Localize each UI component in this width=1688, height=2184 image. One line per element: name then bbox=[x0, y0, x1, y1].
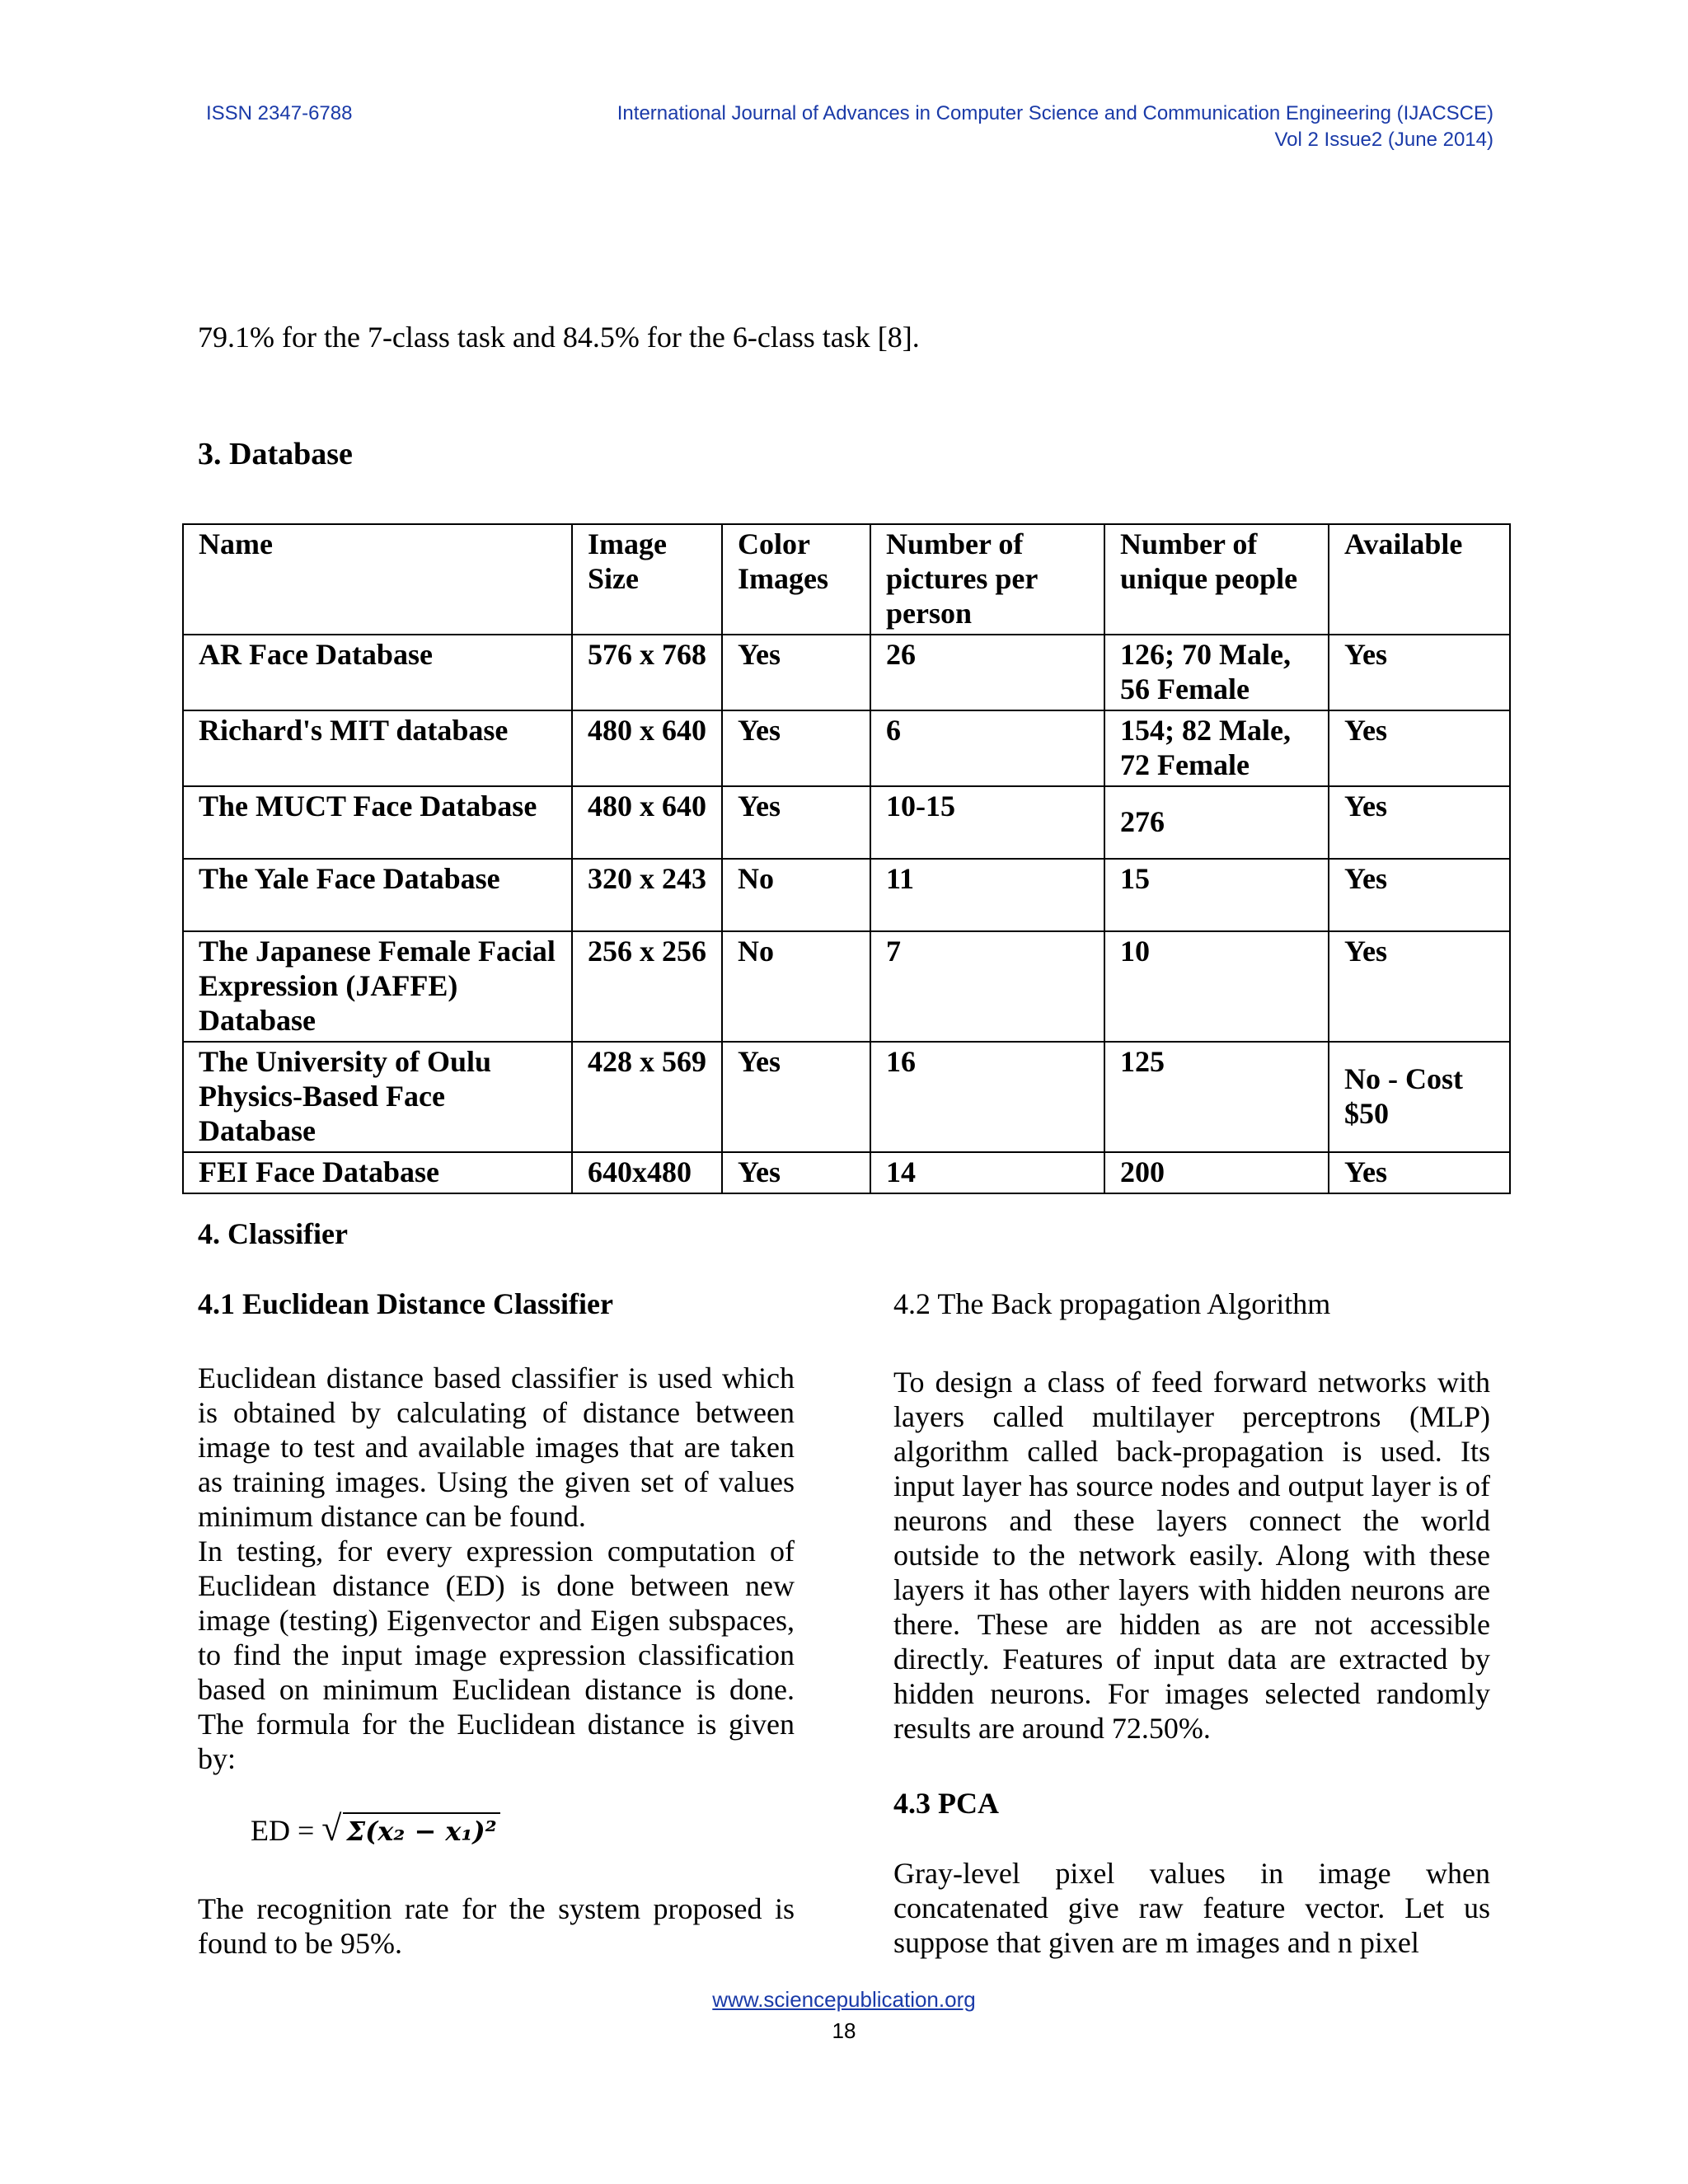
cell-color: Yes bbox=[722, 710, 870, 786]
cell-color: No bbox=[722, 931, 870, 1042]
section-4-3-heading: 4.3 PCA bbox=[893, 1787, 999, 1820]
cell-name: AR Face Database bbox=[183, 635, 572, 710]
cell-available: No - Cost $50 bbox=[1329, 1042, 1510, 1152]
table-row bbox=[183, 931, 1510, 1042]
cell-image-size: 480 x 640 bbox=[572, 786, 722, 859]
issn-header: ISSN 2347-6788 bbox=[206, 102, 353, 124]
cell-people: 276 bbox=[1104, 786, 1329, 859]
table-row bbox=[183, 1042, 1510, 1152]
cell-people: 200 bbox=[1104, 1152, 1329, 1193]
header-available: Available bbox=[1329, 524, 1510, 635]
section-4-1-paragraph-1: Euclidean distance based classifier is used which is obtained by calculating of distance between image to test and available images that are taken as training images. Using the given set of values minimum distance can be found. bbox=[198, 1361, 795, 1533]
section-4-2-paragraph: To design a class of feed forward networks with layers called multilayer perceptrons (MLP) algorithm called back-propagation is used. Its input layer has source nodes and output layer is of neurons and these layers connect the world outside to the network easily. Along with these layers it has other layers with hidden neurons are there. These are hidden as are not accessible directly. Features of input data are extracted by hidden neurons. For images selected randomly results are around 72.50%. bbox=[893, 1366, 1490, 1745]
footer-url-link[interactable]: www.sciencepublication.org bbox=[712, 1987, 976, 2012]
cell-available: Yes bbox=[1329, 786, 1510, 859]
square-root-symbol: √ bbox=[321, 1808, 342, 1849]
cell-name: The Yale Face Database bbox=[183, 859, 572, 931]
database-table bbox=[182, 523, 1511, 1194]
cell-name: The MUCT Face Database bbox=[183, 786, 572, 859]
cell-people: 10 bbox=[1104, 931, 1329, 1042]
cell-image-size: 640x480 bbox=[572, 1152, 722, 1193]
cell-pictures: 7 bbox=[870, 931, 1104, 1042]
cell-image-size: 320 x 243 bbox=[572, 859, 722, 931]
cell-color: Yes bbox=[722, 635, 870, 710]
page-number: 18 bbox=[832, 2018, 856, 2043]
cell-people: 126; 70 Male, 56 Female bbox=[1104, 635, 1329, 710]
section-4-1-heading: 4.1 Euclidean Distance Classifier bbox=[198, 1287, 613, 1320]
journal-title-header: International Journal of Advances in Computer Science and Communication Engineering (IJACSCE) bbox=[617, 102, 1493, 124]
cell-people: 125 bbox=[1104, 1042, 1329, 1152]
cell-pictures: 26 bbox=[870, 635, 1104, 710]
header-name: Name bbox=[183, 524, 572, 635]
cell-pictures: 14 bbox=[870, 1152, 1104, 1193]
cell-available: Yes bbox=[1329, 1152, 1510, 1193]
header-unique-people: Number of unique people bbox=[1104, 524, 1329, 635]
cell-image-size: 256 x 256 bbox=[572, 931, 722, 1042]
section-4-heading: 4. Classifier bbox=[198, 1217, 348, 1250]
section-4-2-heading: 4.2 The Back propagation Algorithm bbox=[893, 1287, 1331, 1320]
cell-name: The Japanese Female Facial Expression (JAFFE) Database bbox=[183, 931, 572, 1042]
section-4-3-paragraph: Gray-level pixel values in image when concatenated give raw feature vector. Let us suppose that given are m images and n pixel bbox=[893, 1857, 1490, 1959]
table-row bbox=[183, 635, 1510, 710]
cell-available: Yes bbox=[1329, 859, 1510, 931]
section-4-1-paragraph-3: The recognition rate for the system proposed is found to be 95%. bbox=[198, 1892, 795, 1960]
cell-available: Yes bbox=[1329, 931, 1510, 1042]
table-row bbox=[183, 859, 1510, 931]
cell-pictures: 10-15 bbox=[870, 786, 1104, 859]
cell-name: FEI Face Database bbox=[183, 1152, 572, 1193]
cell-name: The University of Oulu Physics-Based Face Database bbox=[183, 1042, 572, 1152]
section-3-heading: 3. Database bbox=[198, 437, 353, 471]
section-4-1-paragraph-2: In testing, for every expression computation of Euclidean distance (ED) is done between new image (testing) Eigenvector and Eigen subspaces, to find the input image expression classification based on minimum Euclidean distance is done. The formula for the Euclidean distance is given by: bbox=[198, 1535, 795, 1775]
formula-lhs: ED = bbox=[251, 1814, 315, 1847]
cell-image-size: 428 x 569 bbox=[572, 1042, 722, 1152]
euclidean-distance-formula bbox=[251, 1808, 500, 1849]
cell-pictures: 6 bbox=[870, 710, 1104, 786]
cell-color: No bbox=[722, 859, 870, 931]
cell-pictures: 16 bbox=[870, 1042, 1104, 1152]
cell-color: Yes bbox=[722, 786, 870, 859]
formula-body: Σ(x₂ − x₁)² bbox=[343, 1812, 499, 1849]
header-pictures-per-person: Number of pictures per person bbox=[870, 524, 1104, 635]
cell-people: 15 bbox=[1104, 859, 1329, 931]
cell-name: Richard's MIT database bbox=[183, 710, 572, 786]
table-row bbox=[183, 1152, 1510, 1193]
table-row bbox=[183, 786, 1510, 859]
cell-people: 154; 82 Male, 72 Female bbox=[1104, 710, 1329, 786]
intro-line: 79.1% for the 7-class task and 84.5% for the 6-class task [8]. bbox=[198, 321, 920, 354]
table-header-row bbox=[183, 524, 1510, 635]
cell-color: Yes bbox=[722, 1042, 870, 1152]
header-image-size: Image Size bbox=[572, 524, 722, 635]
cell-color: Yes bbox=[722, 1152, 870, 1193]
cell-available: Yes bbox=[1329, 710, 1510, 786]
cell-image-size: 480 x 640 bbox=[572, 710, 722, 786]
cell-image-size: 576 x 768 bbox=[572, 635, 722, 710]
volume-header: Vol 2 Issue2 (June 2014) bbox=[1274, 129, 1493, 151]
cell-pictures: 11 bbox=[870, 859, 1104, 931]
table-row bbox=[183, 710, 1510, 786]
header-color-images: Color Images bbox=[722, 524, 870, 635]
cell-available: Yes bbox=[1329, 635, 1510, 710]
